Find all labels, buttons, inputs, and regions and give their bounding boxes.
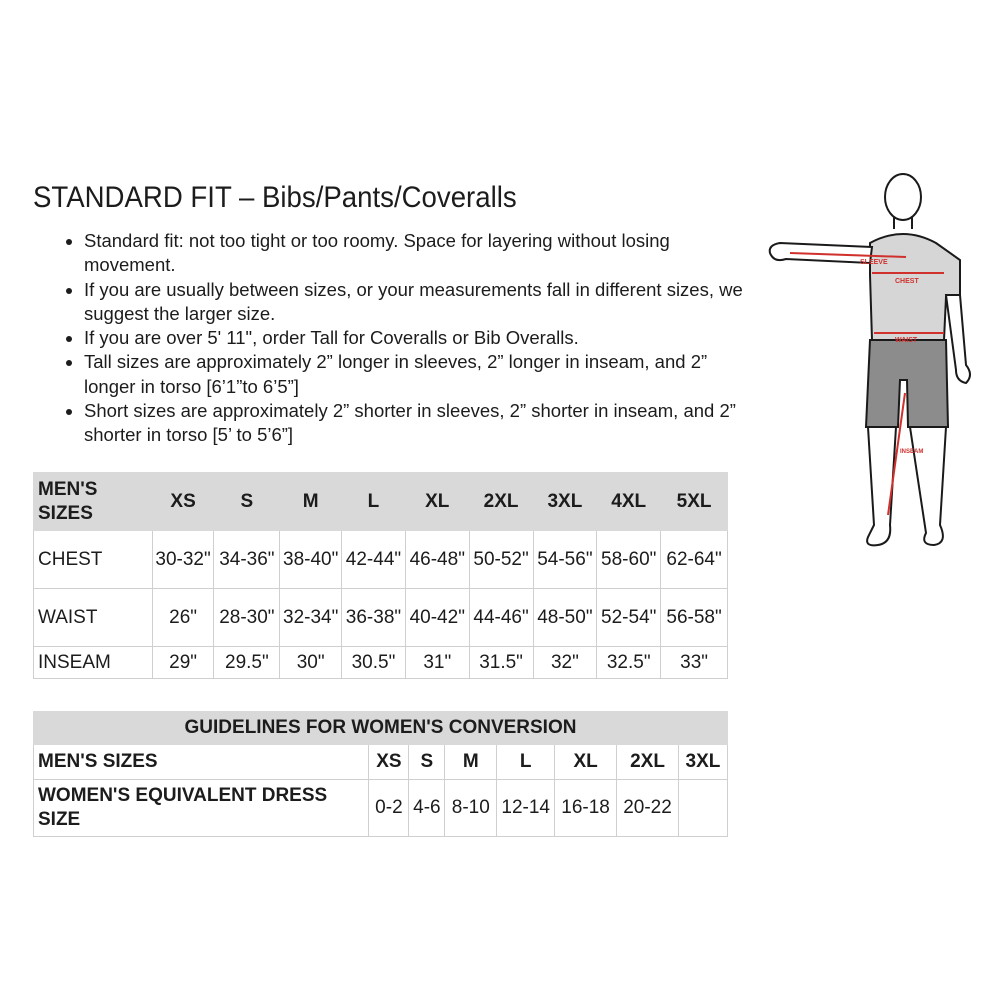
- page-title: STANDARD FIT – Bibs/Pants/Coveralls: [33, 181, 517, 214]
- inseam-label: INSEAM: [900, 449, 924, 455]
- row-label: WAIST: [34, 589, 153, 647]
- header-label: MEN'S SIZES: [34, 473, 153, 531]
- row-label: INSEAM: [34, 647, 153, 679]
- row-label: CHEST: [34, 531, 153, 589]
- table-cell: 50-52": [469, 531, 533, 589]
- table-cell: 30-32": [152, 531, 214, 589]
- table-cell: 54-56": [533, 531, 597, 589]
- table-header-row: [34, 473, 728, 531]
- fit-note: • If you are usually between sizes, or your measurements fall in different sizes, we suggest the larger size.: [84, 278, 744, 327]
- table-cell: 32-34": [280, 589, 342, 647]
- table-cell: 30.5": [342, 647, 406, 679]
- size-header: 2XL: [469, 473, 533, 531]
- table-cell: 28-30": [214, 589, 280, 647]
- table-cell: 0-2: [369, 780, 409, 837]
- table-cell: 8-10: [445, 780, 497, 837]
- size-header: 5XL: [661, 473, 728, 531]
- size-header: L: [497, 745, 555, 780]
- mens-size-table: [33, 472, 728, 679]
- table-cell: 31": [405, 647, 469, 679]
- size-header: 4XL: [597, 473, 661, 531]
- measurement-figure-illustration: [760, 165, 980, 555]
- table-cell: 20-22: [617, 780, 679, 837]
- table-cell: 32": [533, 647, 597, 679]
- table-cell: 42-44": [342, 531, 406, 589]
- fit-note: • Tall sizes are approximately 2” longer in sleeves, 2” longer in inseam, and 2” longer in torso [6’1”to 6’5”]: [84, 350, 744, 399]
- row-label: MEN'S SIZES: [34, 745, 369, 780]
- size-header: XL: [405, 473, 469, 531]
- table-cell: 29.5": [214, 647, 280, 679]
- right-leg: [910, 427, 946, 545]
- table-cell: 62-64": [661, 531, 728, 589]
- table-cell: 48-50": [533, 589, 597, 647]
- table-cell: 36-38": [342, 589, 406, 647]
- table-cell: 56-58": [661, 589, 728, 647]
- size-header: XL: [555, 745, 617, 780]
- size-header: XS: [369, 745, 409, 780]
- row-label: WOMEN'S EQUIVALENT DRESS SIZE: [34, 780, 369, 837]
- fit-note: • If you are over 5' 11", order Tall for Coveralls or Bib Overalls.: [84, 326, 744, 350]
- table-cell: 38-40": [280, 531, 342, 589]
- table-cell: 30": [280, 647, 342, 679]
- shirt: [870, 234, 960, 340]
- fit-notes-list: [60, 229, 744, 448]
- table-cell: 58-60": [597, 531, 661, 589]
- shorts: [866, 340, 948, 427]
- size-header: L: [342, 473, 406, 531]
- table-row: [34, 745, 728, 780]
- right-arm: [946, 295, 970, 383]
- table-cell: 4-6: [409, 780, 445, 837]
- size-header: M: [280, 473, 342, 531]
- size-header: 3XL: [533, 473, 597, 531]
- table-cell: 40-42": [405, 589, 469, 647]
- size-header: XS: [152, 473, 214, 531]
- table-cell: 16-18: [555, 780, 617, 837]
- sleeve-label: SLEEVE: [860, 259, 888, 266]
- table-cell: 12-14: [497, 780, 555, 837]
- womens-conversion-table: [33, 711, 728, 837]
- table-cell: 29": [152, 647, 214, 679]
- size-header: S: [214, 473, 280, 531]
- table-cell: 31.5": [469, 647, 533, 679]
- head: [885, 174, 921, 220]
- table-title-row: [34, 712, 728, 745]
- table-cell: [678, 780, 727, 837]
- table-cell: 44-46": [469, 589, 533, 647]
- size-header: 3XL: [678, 745, 727, 780]
- table-title: GUIDELINES FOR WOMEN'S CONVERSION: [34, 712, 728, 745]
- size-header: M: [445, 745, 497, 780]
- waist-label: WAIST: [895, 337, 918, 344]
- table-cell: 33": [661, 647, 728, 679]
- table-cell: 52-54": [597, 589, 661, 647]
- left-arm: [770, 243, 872, 263]
- table-row: [34, 647, 728, 679]
- table-row: [34, 531, 728, 589]
- table-cell: 34-36": [214, 531, 280, 589]
- table-cell: 46-48": [405, 531, 469, 589]
- table-row: [34, 589, 728, 647]
- size-header: 2XL: [617, 745, 679, 780]
- table-cell: 32.5": [597, 647, 661, 679]
- chest-label: CHEST: [895, 278, 919, 285]
- size-header: S: [409, 745, 445, 780]
- fit-note: • Short sizes are approximately 2” shorter in sleeves, 2” shorter in inseam, and 2” shorter in torso [5’ to 5’6”]: [84, 399, 744, 448]
- fit-note: • Standard fit: not too tight or too roomy. Space for layering without losing movement.: [84, 229, 744, 278]
- table-row: [34, 780, 728, 837]
- table-cell: 26": [152, 589, 214, 647]
